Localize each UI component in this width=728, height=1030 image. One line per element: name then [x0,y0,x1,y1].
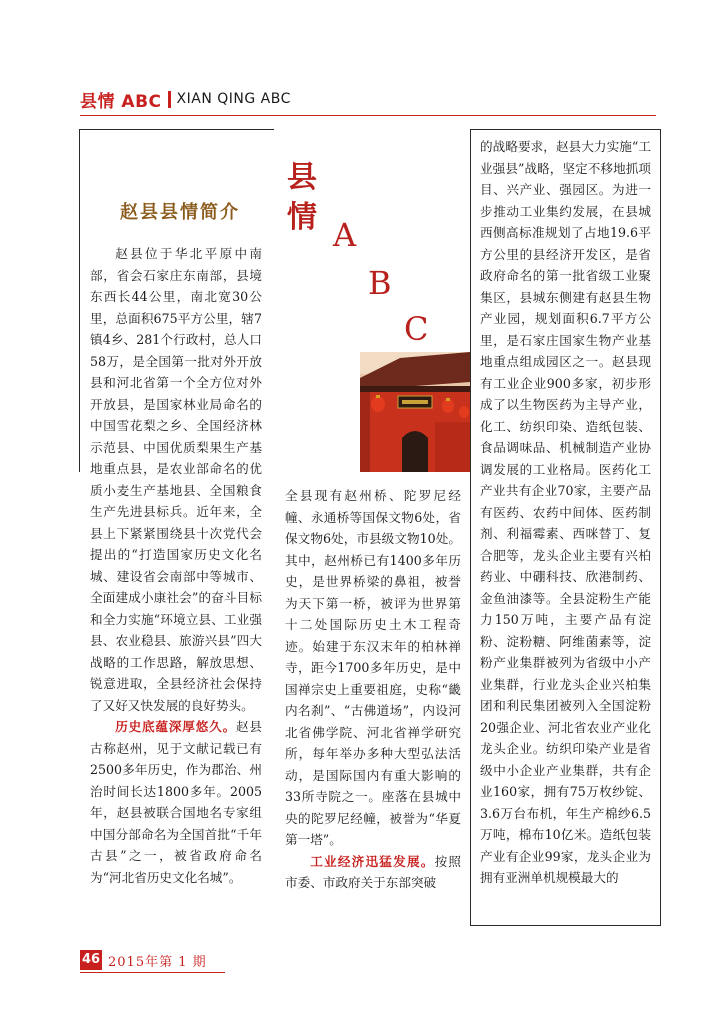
temple-photo-illustration [360,352,470,472]
paragraph-history [90,716,262,888]
section-name: 县情 ABC [80,91,162,112]
issue-label: 2015年第 1 期 [108,955,207,970]
paragraph-intro: 赵县位于华北平原中南部，省会石家庄东南部，县境东西长44公里，南北宽30公里，总面积675平方公里，辖7镇4乡、281个行政村，总人口58万，是全国第一批对外开放县和河北省第一个全方位对外开放县，是国家林业局命名的中国雪花梨之乡、全国经济林示范县、中国优质梨果生产基地重点县，是农业部命名的优质小麦生产基地县、全国粮食生产先进县标兵。近年来，全县上下紧紧围绕县十次党代会提出的“打造国家历史文化名城、建设省会南部中等城市、全面建成小康社会”的奋斗目标和全力实施“环境立县、工业强县、农业稳县、旅游兴县”四大战略的工作思路，解放思想、锐意进取，全县经济社会保持了又好又快发展的良好势头。 [90,246,262,713]
column-3 [480,136,651,889]
running-header [80,88,291,110]
paragraph-industry-continued: 的战略要求，赵县大力实施“工业强县”战略，坚定不移地抓项目、兴产业、强园区。为进一步推动工业集约发展，在县城西侧高标准规划了占地19.6平方公里的县经济开发区，是省政府命名的第一批省级工业聚集区，县城东侧建有赵县生物产业园，规划面积6.7平方公里，是石家庄国家生物产业基地重点组成园区之一。赵县现有工业企业900多家，初步形成了以生物医药为主导产业，化工、纺织印染、造纸包装、食品调味品、机械制造产业协调发展的工业格局。医药化工产业共有企业70家，主要产品有医药、农药中间体、医药制剂、利福霉素、西咪替丁、复合肥等，龙头企业主要有兴柏药业、中硼科技、欣港制药、金鱼油漆等。全县淀粉生产能力150万吨，主要产品有淀粉、淀粉糖、阿维菌素等，淀粉产业集群被列为省级中小产业集群，行业龙头企业兴柏集团和利民集团被列入全国淀粉20强企业、河北省农业产业化龙头企业。纺织印染产业是省级中小企业产业集群，共有企业160家，拥有75万枚纱锭、3.6万台布机，年生产棉纱6.5万吨，棉布10亿米。造纸包装产业有企业99家，龙头企业为拥有亚洲单机规模最大的 [480,139,651,885]
article-title: 赵县县情简介 [120,202,240,223]
paragraph-history-body: 赵县古称赵州，见于文献记载已有2500多年历史，作为郡治、州治时间长达1800多年。2005年，赵县被联合国地名专家组中国分部命名为全国首批“千年古县”之一，被省政府命名为“河北省历史文化名城”。 [90,719,262,885]
header-divider [168,91,171,108]
deco-letter-c: C [404,310,429,348]
section-pinyin: XIAN QING ABC [176,91,291,107]
deco-char-xian: 县 [287,160,317,195]
deco-char-qing: 情 [287,200,317,235]
temple-photo [360,352,470,472]
paragraph-relics: 全县现有赵州桥、陀罗尼经幢、永通桥等国保文物6处，省保文物6处，市县级文物10处。其中，赵州桥已有1400多年历史，是世界桥梁的鼻祖，被誉为天下第一桥，被评为世界第十二处国际历史土木工程奇迹。始建于东汉末年的柏林禅寺，距今1700多年历史，是中国禅宗史上重要祖庭，史称“畿内名刹”、“古佛道场”，内设河北省佛学院、河北省禅学研究所，每年举办多种大型弘法活动，是国际国内有重大影响的33所寺院之一。座落在县城中央的陀罗尼经幢，被誉为“华夏第一塔”。 [285,488,461,847]
deco-letter-a: A [333,216,357,254]
paragraph-industry-body: 按照市委、市政府关于东部突破 [285,853,462,890]
heading-history: 历史底蕴深厚悠久。 [115,719,236,734]
column-1 [90,243,262,888]
paragraph-industry [285,851,461,894]
deco-letter-b: B [368,264,392,302]
footer-rule [80,972,225,973]
column-2 [285,485,461,894]
heading-industry: 工业经济迅猛发展。 [310,853,435,869]
header-rule [80,115,656,116]
page-number: 46 [80,950,102,970]
